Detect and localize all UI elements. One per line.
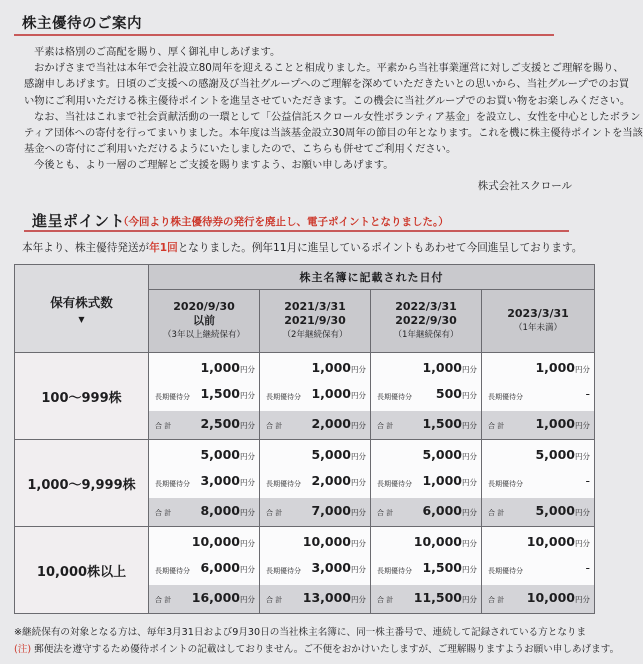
table-row [15,353,595,440]
longterm-points-line [260,383,370,407]
base-points-line [482,531,594,555]
points-intro [22,240,582,255]
date-line-2: 2021/9/30 [284,314,346,327]
total-label: 合 計 [266,422,283,430]
points-value [311,560,366,575]
footnote-1 [14,624,586,638]
points-value [311,447,366,462]
points-title-rule [24,230,569,232]
holdings-header [15,265,149,353]
total-label: 合 計 [377,509,394,517]
points-amount: 10,000 [302,534,351,549]
down-triangle-icon: ▼ [78,315,85,324]
longterm-label: 長期優待分 [377,480,412,488]
points-unit: 円分 [462,508,477,517]
longterm-label: 長期優待分 [377,567,412,575]
points-amount: 1,500 [422,560,462,575]
points-amount: 2,000 [311,473,351,488]
points-unit: 円分 [575,365,590,374]
holding-period-note: （3年以上継続保有） [163,330,245,340]
intro-paragraph-5: なお、当社はこれまで社会貢献活動の一環として「公益信託スクロール女性ボランティア基金」を設立し、女性を中心としたボラン [34,110,641,123]
intro-body [24,44,643,174]
points-amount: 1,000 [535,360,575,375]
date-header: 株主名簿に記載された日付 [149,265,595,290]
points-unit: 円分 [351,508,366,517]
longterm-points-line [260,470,370,494]
points-amount: 5,000 [200,447,240,462]
points-value [585,386,590,401]
points-amount: 3,000 [200,473,240,488]
points-unit: 円分 [462,391,477,400]
longterm-points-line [482,470,594,494]
points-value [200,360,255,375]
date-line-1: 2022/3/31 [395,300,457,313]
holding-period-note: （1年継続保有） [393,330,459,340]
intro-paragraph-2: おかげさまで当社は本年で会社設立80周年を迎えることと相成りました。平素から当社事業運営に対しご支援とご理解を賜り、 [34,62,624,75]
points-cell [149,527,260,614]
points-value [527,590,590,605]
date-column-header [149,290,260,353]
points-amount: - [585,386,590,401]
points-amount: 10,000 [191,534,240,549]
holdings-range-label: 10,000株以上 [15,527,149,614]
points-unit: 円分 [240,478,255,487]
points-value [422,473,477,488]
base-points-line [371,531,481,555]
points-amount: 3,000 [311,560,351,575]
footnote-2 [14,641,619,655]
longterm-points-line [149,557,259,581]
points-title: 進呈ポイント [32,212,126,230]
points-value [200,560,255,575]
points-unit: 円分 [462,565,477,574]
longterm-label: 長期優待分 [155,567,190,575]
points-amount: 16,000 [191,590,240,605]
points-value [311,360,366,375]
points-unit: 円分 [351,478,366,487]
points-value [311,503,366,518]
points-intro-after: となりました。例年11月に進呈しているポイントもあわせて今回進呈しております。 [177,242,583,254]
total-label: 合 計 [377,422,394,430]
points-intro-emphasis: 年1回 [149,242,178,254]
points-unit: 円分 [240,508,255,517]
points-amount: 1,000 [311,360,351,375]
intro-paragraph-4: い物にご利用いただける株主優待ポイントを進呈させていただきます。この機会に当社グループでのお買い物をお楽しみください。 [24,94,631,107]
points-value [311,473,366,488]
points-unit: 円分 [575,539,590,548]
base-points-line [149,531,259,555]
points-unit: 円分 [462,452,477,461]
longterm-points-line [482,383,594,407]
longterm-label: 長期優待分 [488,393,523,401]
footnote-2-text: 郵便法を遵守するため優待ポイントの記載はしておりません。ご不便をおかけいたしますが、ご理解賜りますようお願い申しあげます。 [31,644,620,655]
total-label: 合 計 [488,596,505,604]
table-row [15,527,595,614]
points-amount: 1,000 [535,416,575,431]
longterm-points-line [149,470,259,494]
points-unit: 円分 [462,595,477,604]
holdings-range-label: 1,000～9,999株 [15,440,149,527]
total-points-line [482,411,594,439]
total-label: 合 計 [266,509,283,517]
points-cell [149,353,260,440]
intro-paragraph-8: 今後とも、より一層のご理解とご支援を賜りますよう、お願い申しあげます。 [34,159,394,172]
points-amount: 1,500 [422,416,462,431]
points-cell [260,353,371,440]
date-line-1: 2023/3/31 [507,307,569,320]
base-points-line [482,357,594,381]
points-unit: 円分 [240,365,255,374]
points-unit: 円分 [240,539,255,548]
intro-paragraph-6: ティア団体への寄付を行ってまいりました。本年度は当該基金設立30周年の節目の年となります。これを機に株主優待ポイントを当該 [24,127,643,140]
points-unit: 円分 [575,452,590,461]
points-unit: 円分 [462,421,477,430]
points-value [422,416,477,431]
points-amount: 1,500 [200,386,240,401]
points-unit: 円分 [351,539,366,548]
longterm-points-line [482,557,594,581]
intro-paragraph-1: 平素は格別のご高配を賜り、厚く御礼申しあげます。 [34,46,281,58]
points-value [422,560,477,575]
points-cell [482,440,595,527]
intro-paragraph-7: 基金への寄付にご利用いただけるようにいたしましたので、こちらも併せてご利用ください。 [24,143,457,156]
holdings-header-label: 保有株式数 [50,295,113,310]
points-unit: 円分 [351,365,366,374]
points-cell [482,527,595,614]
total-label: 合 計 [377,596,394,604]
holding-period-note: （1年未満） [514,323,562,333]
points-amount: 2,500 [200,416,240,431]
points-amount: 6,000 [200,560,240,575]
points-amount: 5,000 [535,503,575,518]
total-label: 合 計 [155,509,172,517]
points-unit: 円分 [575,421,590,430]
points-value [422,447,477,462]
total-points-line [260,585,370,613]
points-cell [260,440,371,527]
total-points-line [149,498,259,526]
points-value [200,386,255,401]
points-value [585,473,590,488]
points-unit: 円分 [462,478,477,487]
date-line-2: 2022/9/30 [395,314,457,327]
points-unit: 円分 [240,391,255,400]
base-points-line [371,444,481,468]
total-label: 合 計 [155,596,172,604]
longterm-label: 長期優待分 [377,393,412,401]
points-value [422,503,477,518]
points-unit: 円分 [575,508,590,517]
base-points-line [260,444,370,468]
longterm-label: 長期優待分 [488,567,523,575]
points-amount: 1,000 [422,360,462,375]
longterm-points-line [371,557,481,581]
total-label: 合 計 [155,422,172,430]
points-value [200,447,255,462]
points-amount: 2,000 [311,416,351,431]
base-points-line [149,444,259,468]
points-amount: 10,000 [413,534,462,549]
points-amount: 5,000 [535,447,575,462]
points-value [200,503,255,518]
points-cell [149,440,260,527]
points-value [200,416,255,431]
points-amount: 1,000 [311,386,351,401]
points-amount: 13,000 [302,590,351,605]
points-value [311,416,366,431]
points-subtitle: （今回より株主優待券の発行を廃止し、電子ポイントとなりました。） [118,216,449,228]
total-points-line [482,585,594,613]
points-amount: 11,500 [413,590,462,605]
points-value [422,360,477,375]
points-unit: 円分 [351,421,366,430]
points-unit: 円分 [351,452,366,461]
date-line-1: 2020/9/30 [173,300,235,313]
total-points-line [482,498,594,526]
points-amount: 500 [435,386,462,401]
date-line-1: 2021/3/31 [284,300,346,313]
intro-title-rule [14,34,554,36]
points-amount: 10,000 [526,590,575,605]
points-cell [260,527,371,614]
points-amount: 7,000 [311,503,351,518]
base-points-line [371,357,481,381]
points-value [527,534,590,549]
points-amount: - [585,560,590,575]
points-amount: 6,000 [422,503,462,518]
longterm-label: 長期優待分 [266,480,301,488]
holdings-range-label: 100～999株 [15,353,149,440]
total-points-line [149,411,259,439]
points-unit: 円分 [462,365,477,374]
points-amount: 1,000 [200,360,240,375]
total-points-line [260,498,370,526]
points-unit: 円分 [240,595,255,604]
points-value [414,534,477,549]
points-unit: 円分 [575,595,590,604]
points-value [535,360,590,375]
base-points-line [260,357,370,381]
date-column-header [371,290,482,353]
points-amount: 5,000 [422,447,462,462]
date-line-2: 以前 [193,314,215,327]
points-value [192,534,255,549]
points-unit: 円分 [240,452,255,461]
points-table [14,264,595,614]
total-points-line [371,585,481,613]
total-points-line [371,498,481,526]
points-amount: 5,000 [311,447,351,462]
points-value [192,590,255,605]
date-column-header [260,290,371,353]
points-value [535,447,590,462]
points-value [535,416,590,431]
longterm-label: 長期優待分 [266,393,301,401]
points-value [585,560,590,575]
total-points-line [371,411,481,439]
points-amount: 8,000 [200,503,240,518]
points-value [311,386,366,401]
points-value [200,473,255,488]
points-value [303,590,366,605]
total-label: 合 計 [266,596,283,604]
holding-period-note: （2年継続保有） [282,330,348,340]
total-points-line [260,411,370,439]
points-value [414,590,477,605]
points-amount: - [585,473,590,488]
total-label: 合 計 [488,422,505,430]
base-points-line [482,444,594,468]
footnote-1-text: ※継続保有の対象となる方は、毎年3月31日および9月30日の当社株主名簿に、同一株主番号で、連続して記録されている方となりま [14,627,587,638]
longterm-points-line [371,470,481,494]
longterm-points-line [371,383,481,407]
base-points-line [260,531,370,555]
longterm-label: 長期優待分 [155,393,190,401]
longterm-label: 長期優待分 [266,567,301,575]
points-unit: 円分 [351,595,366,604]
points-intro-before: 本年より、株主優待発送が [22,242,150,254]
footnote-2-tag: (注) [14,644,32,655]
points-unit: 円分 [240,565,255,574]
points-amount: 1,000 [422,473,462,488]
longterm-label: 長期優待分 [488,480,523,488]
points-value [436,386,477,401]
intro-paragraph-3: 感謝申しあげます。日頃のご支援への感謝及び当社グループへのご理解を深めていただきたいとの思いから、当社グループでのお買 [24,78,630,91]
points-cell [371,527,482,614]
total-points-line [149,585,259,613]
points-amount: 10,000 [526,534,575,549]
longterm-points-line [260,557,370,581]
points-value [535,503,590,518]
points-cell [371,440,482,527]
table-row [15,440,595,527]
total-label: 合 計 [488,509,505,517]
points-unit: 円分 [351,391,366,400]
company-name: 株式会社スクロール [477,180,572,192]
points-unit: 円分 [240,421,255,430]
base-points-line [149,357,259,381]
points-cell [482,353,595,440]
points-unit: 円分 [462,539,477,548]
points-value [303,534,366,549]
longterm-label: 長期優待分 [155,480,190,488]
date-column-header [482,290,595,353]
points-unit: 円分 [351,565,366,574]
intro-title: 株主優待のご案内 [22,16,142,32]
longterm-points-line [149,383,259,407]
points-cell [371,353,482,440]
